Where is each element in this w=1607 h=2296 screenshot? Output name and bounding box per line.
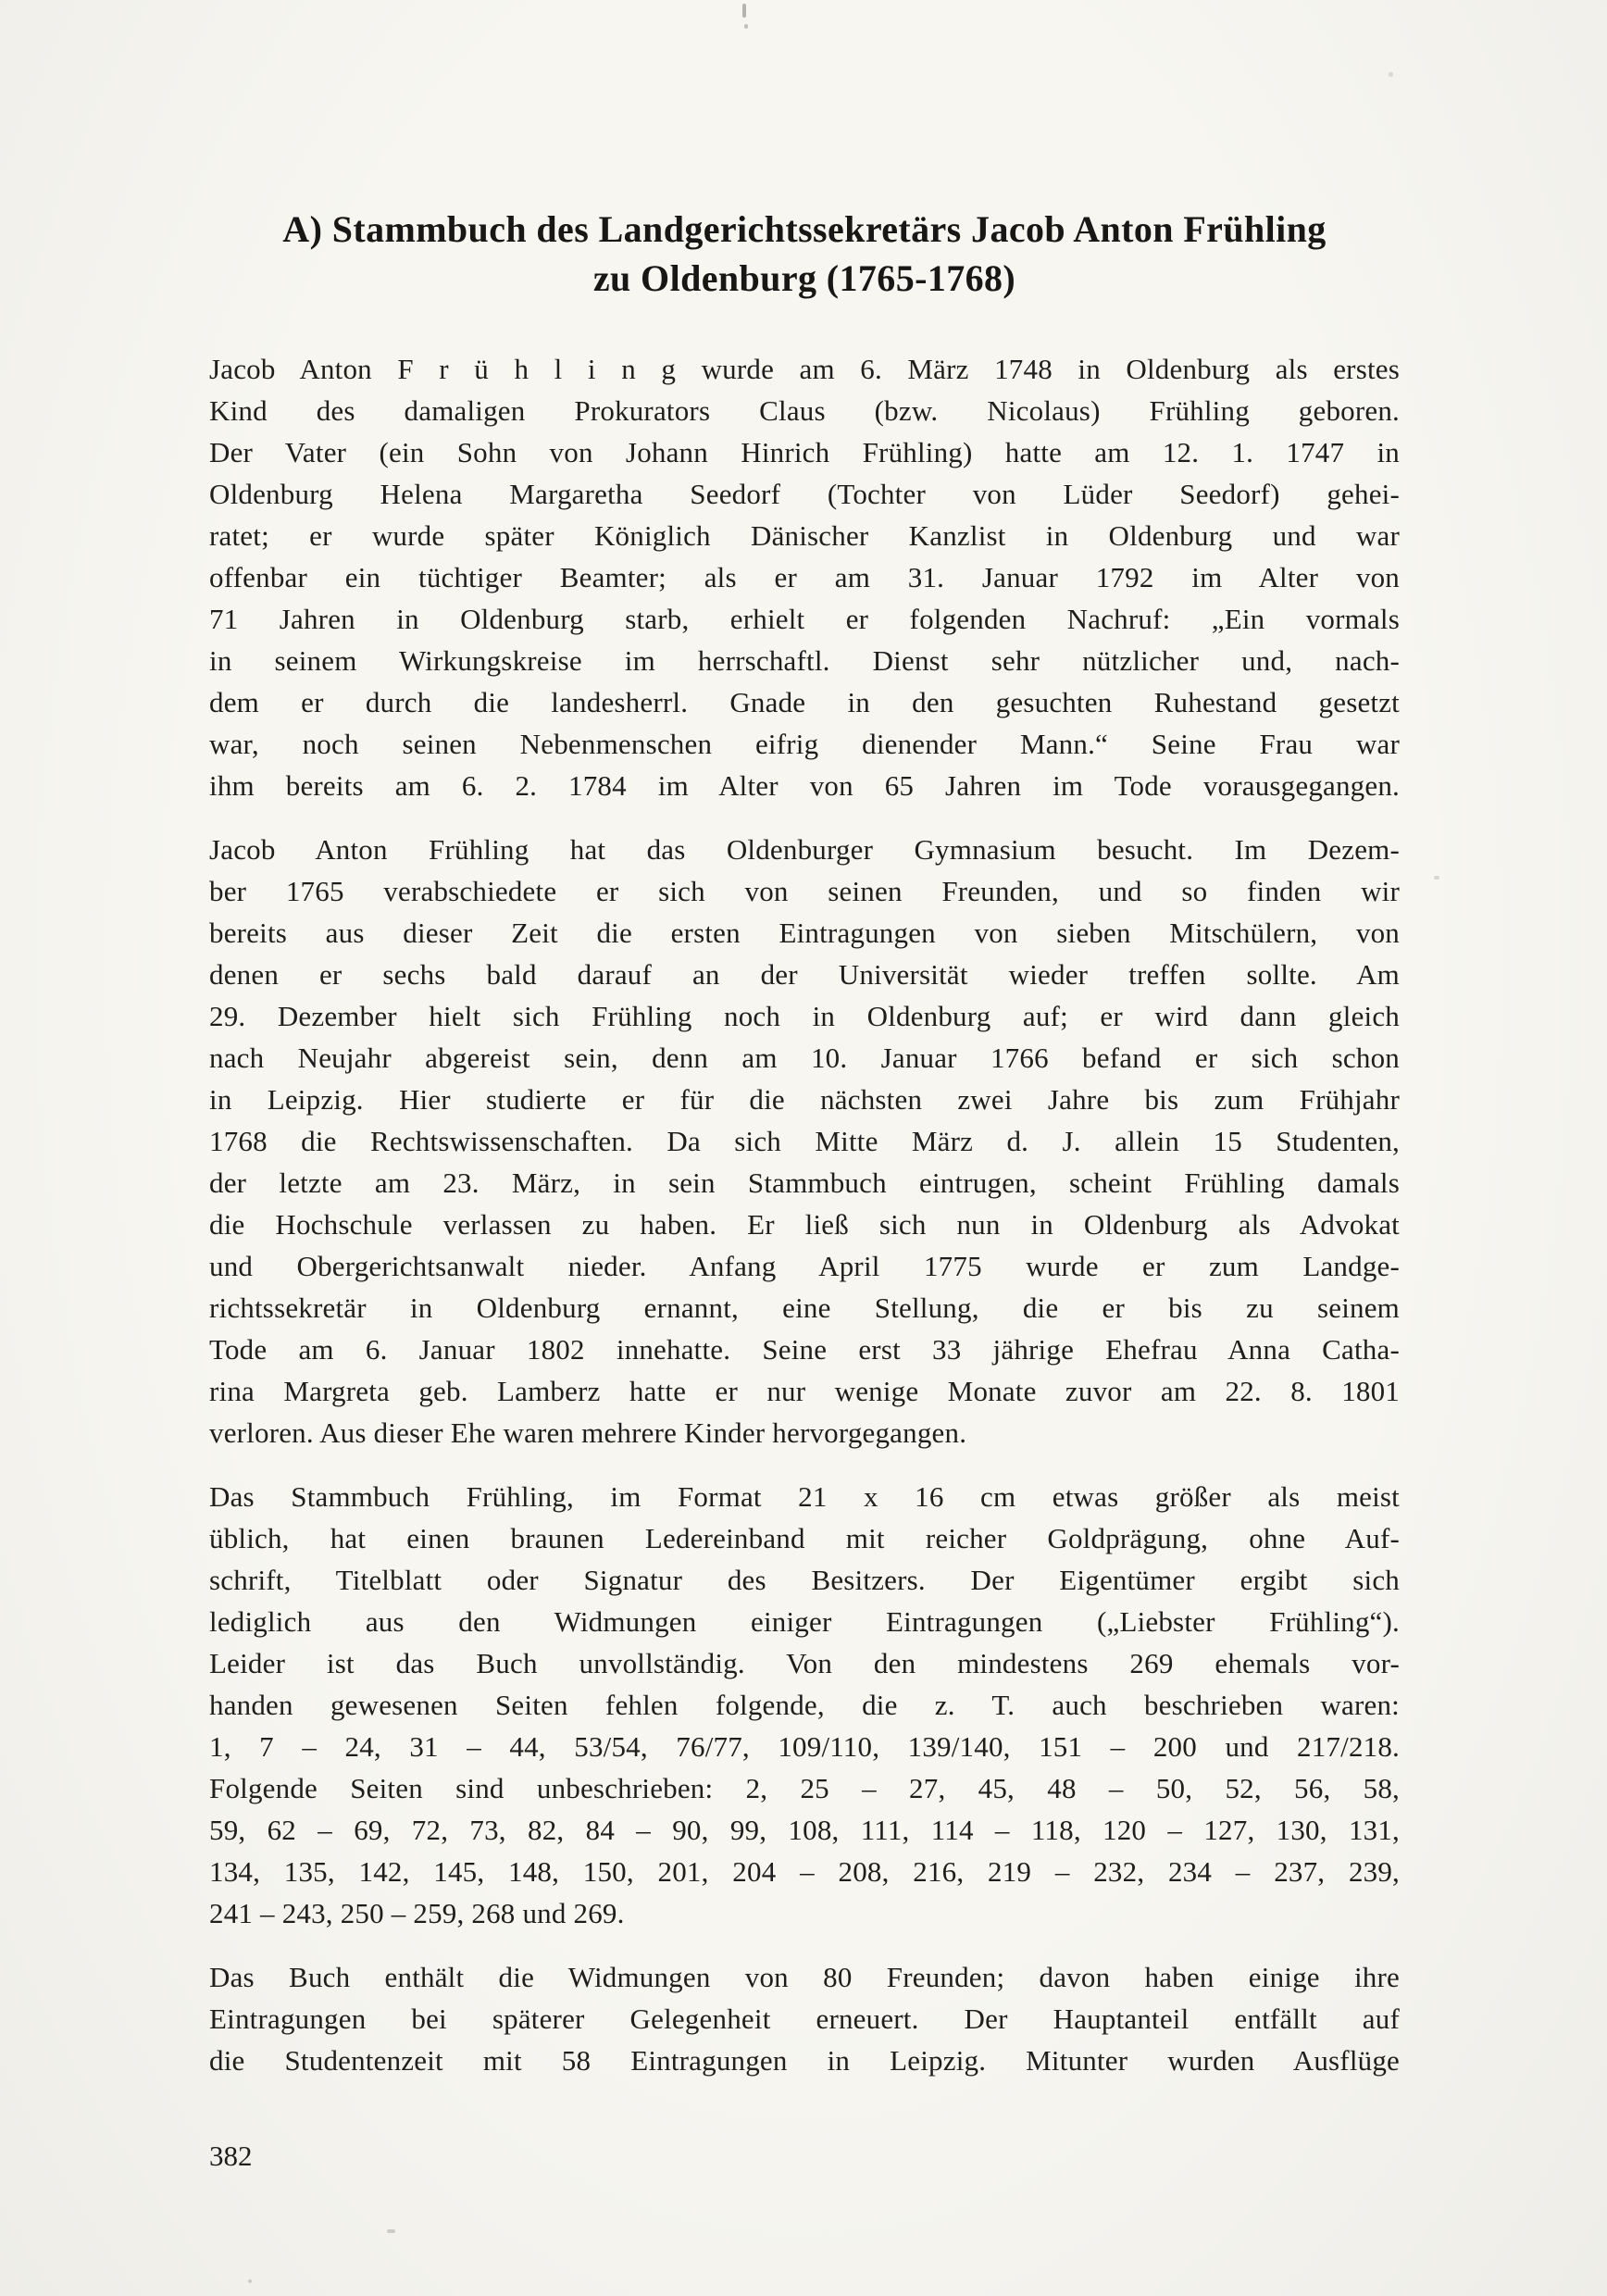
paragraph-4	[209, 1956, 1400, 2081]
text-line: verloren. Aus dieser Ehe waren mehrere Kinder hervorgegangen.	[209, 1416, 967, 1449]
text-line: Das Buch enthält die Widmungen von 80 Freunden; davon haben einige ihre	[209, 1960, 1400, 1993]
text-line: Der Vater (ein Sohn von Johann Hinrich Frühling) hatte am 12. 1. 1747 in	[209, 435, 1400, 468]
scan-artifact	[387, 2229, 395, 2233]
text-line: in Leipzig. Hier studierte er für die nächsten zwei Jahre bis zum Frühjahr	[209, 1082, 1400, 1116]
text-line: nach Neujahr abgereist sein, denn am 10. Januar 1766 befand er sich schon	[209, 1041, 1400, 1074]
paragraph-3	[209, 1476, 1400, 1934]
page-title	[209, 206, 1400, 304]
text-line: schrift, Titelblatt oder Signatur des Besitzers. Der Eigentümer ergibt sich	[209, 1563, 1400, 1596]
heading-line-1: A) Stammbuch des Landgerichtssekretärs Jacob Anton Frühling	[282, 208, 1327, 250]
text-line: Tode am 6. Januar 1802 innehatte. Seine erst 33 jährige Ehefrau Anna Catha-	[209, 1332, 1400, 1366]
text-line: lediglich aus den Widmungen einiger Eintragungen („Liebster Frühling“).	[209, 1604, 1400, 1638]
text-line: ber 1765 verabschiedete er sich von seinen Freunden, und so finden wir	[209, 874, 1400, 907]
paragraph-2	[209, 829, 1400, 1454]
text-line: Leider ist das Buch unvollständig. Von den mindestens 269 ehemals vor-	[209, 1646, 1400, 1679]
text-line: üblich, hat einen braunen Ledereinband mit reicher Goldprägung, ohne Auf-	[209, 1521, 1400, 1554]
text-line: Kind des damaligen Prokurators Claus (bzw. Nicolaus) Frühling geboren.	[209, 393, 1400, 427]
scan-artifact	[744, 24, 748, 29]
text-line: Jacob Anton Frühling hat das Oldenburger Gymnasium besucht. Im Dezem-	[209, 832, 1400, 866]
text-line: in seinem Wirkungskreise im herrschaftl. Dienst sehr nützlicher und, nach-	[209, 643, 1400, 677]
page-number: 382	[209, 2139, 253, 2172]
text-line: ihm bereits am 6. 2. 1784 im Alter von 65 Jahren im Tode vorausgegangen.	[209, 768, 1400, 802]
text-line: 134, 135, 142, 145, 148, 150, 201, 204 – 208, 216, 219 – 232, 234 – 237, 239,	[209, 1854, 1400, 1888]
text-line: Eintragungen bei späterer Gelegenheit erneuert. Der Hauptanteil entfällt auf	[209, 2002, 1400, 2035]
text-line: Jacob Anton F r ü h l i n g wurde am 6. März 1748 in Oldenburg als erstes	[209, 352, 1400, 385]
text-line: richtssekretär in Oldenburg ernannt, eine Stellung, die er bis zu seinem	[209, 1291, 1400, 1324]
scan-artifact	[1434, 876, 1439, 880]
text-line: 29. Dezember hielt sich Frühling noch in Oldenburg auf; er wird dann gleich	[209, 999, 1400, 1032]
text-line: 1768 die Rechtswissenschaften. Da sich Mitte März d. J. allein 15 Studenten,	[209, 1124, 1400, 1157]
text-line: handen gewesenen Seiten fehlen folgende, die z. T. auch beschrieben waren:	[209, 1688, 1400, 1721]
text-line: rina Margreta geb. Lamberz hatte er nur wenige Monate zuvor am 22. 8. 1801	[209, 1374, 1400, 1407]
text-line: der letzte am 23. März, in sein Stammbuch eintrugen, scheint Frühling damals	[209, 1166, 1400, 1199]
text-line: 1, 7 – 24, 31 – 44, 53/54, 76/77, 109/110, 139/140, 151 – 200 und 217/218.	[209, 1729, 1400, 1763]
text-block	[209, 206, 1400, 2177]
text-line: 71 Jahren in Oldenburg starb, erhielt er folgenden Nachruf: „Ein vormals	[209, 602, 1400, 635]
text-line: die Studentenzeit mit 58 Eintragungen in Leipzig. Mitunter wurden Ausflüge	[209, 2043, 1400, 2077]
text-line: Das Stammbuch Frühling, im Format 21 x 16 cm etwas größer als meist	[209, 1479, 1400, 1513]
text-line: ratet; er wurde später Königlich Dänischer Kanzlist in Oldenburg und war	[209, 518, 1400, 552]
text-line: bereits aus dieser Zeit die ersten Eintragungen von sieben Mitschülern, von	[209, 916, 1400, 949]
paragraph-1	[209, 348, 1400, 806]
text-line: denen er sechs bald darauf an der Universität wieder treffen sollte. Am	[209, 957, 1400, 991]
scan-artifact	[742, 4, 746, 18]
heading-line-2: zu Oldenburg (1765-1768)	[592, 256, 1016, 299]
text-line: Folgende Seiten sind unbeschrieben: 2, 25 – 27, 45, 48 – 50, 52, 56, 58,	[209, 1771, 1400, 1804]
text-line: 59, 62 – 69, 72, 73, 82, 84 – 90, 99, 108, 111, 114 – 118, 120 – 127, 130, 131,	[209, 1813, 1400, 1846]
text-line: offenbar ein tüchtiger Beamter; als er am 31. Januar 1792 im Alter von	[209, 560, 1400, 593]
text-line: 241 – 243, 250 – 259, 268 und 269.	[209, 1896, 625, 1929]
scan-artifact	[1389, 72, 1393, 77]
text-line: dem er durch die landesherrl. Gnade in den gesuchten Ruhestand gesetzt	[209, 685, 1400, 718]
text-line: war, noch seinen Nebenmenschen eifrig dienender Mann.“ Seine Frau war	[209, 727, 1400, 760]
text-line: die Hochschule verlassen zu haben. Er ließ sich nun in Oldenburg als Advokat	[209, 1207, 1400, 1241]
text-line: und Obergerichtsanwalt nieder. Anfang April 1775 wurde er zum Landge-	[209, 1249, 1400, 1282]
scan-artifact	[248, 2279, 252, 2283]
text-line: Oldenburg Helena Margaretha Seedorf (Tochter von Lüder Seedorf) gehei-	[209, 477, 1400, 510]
